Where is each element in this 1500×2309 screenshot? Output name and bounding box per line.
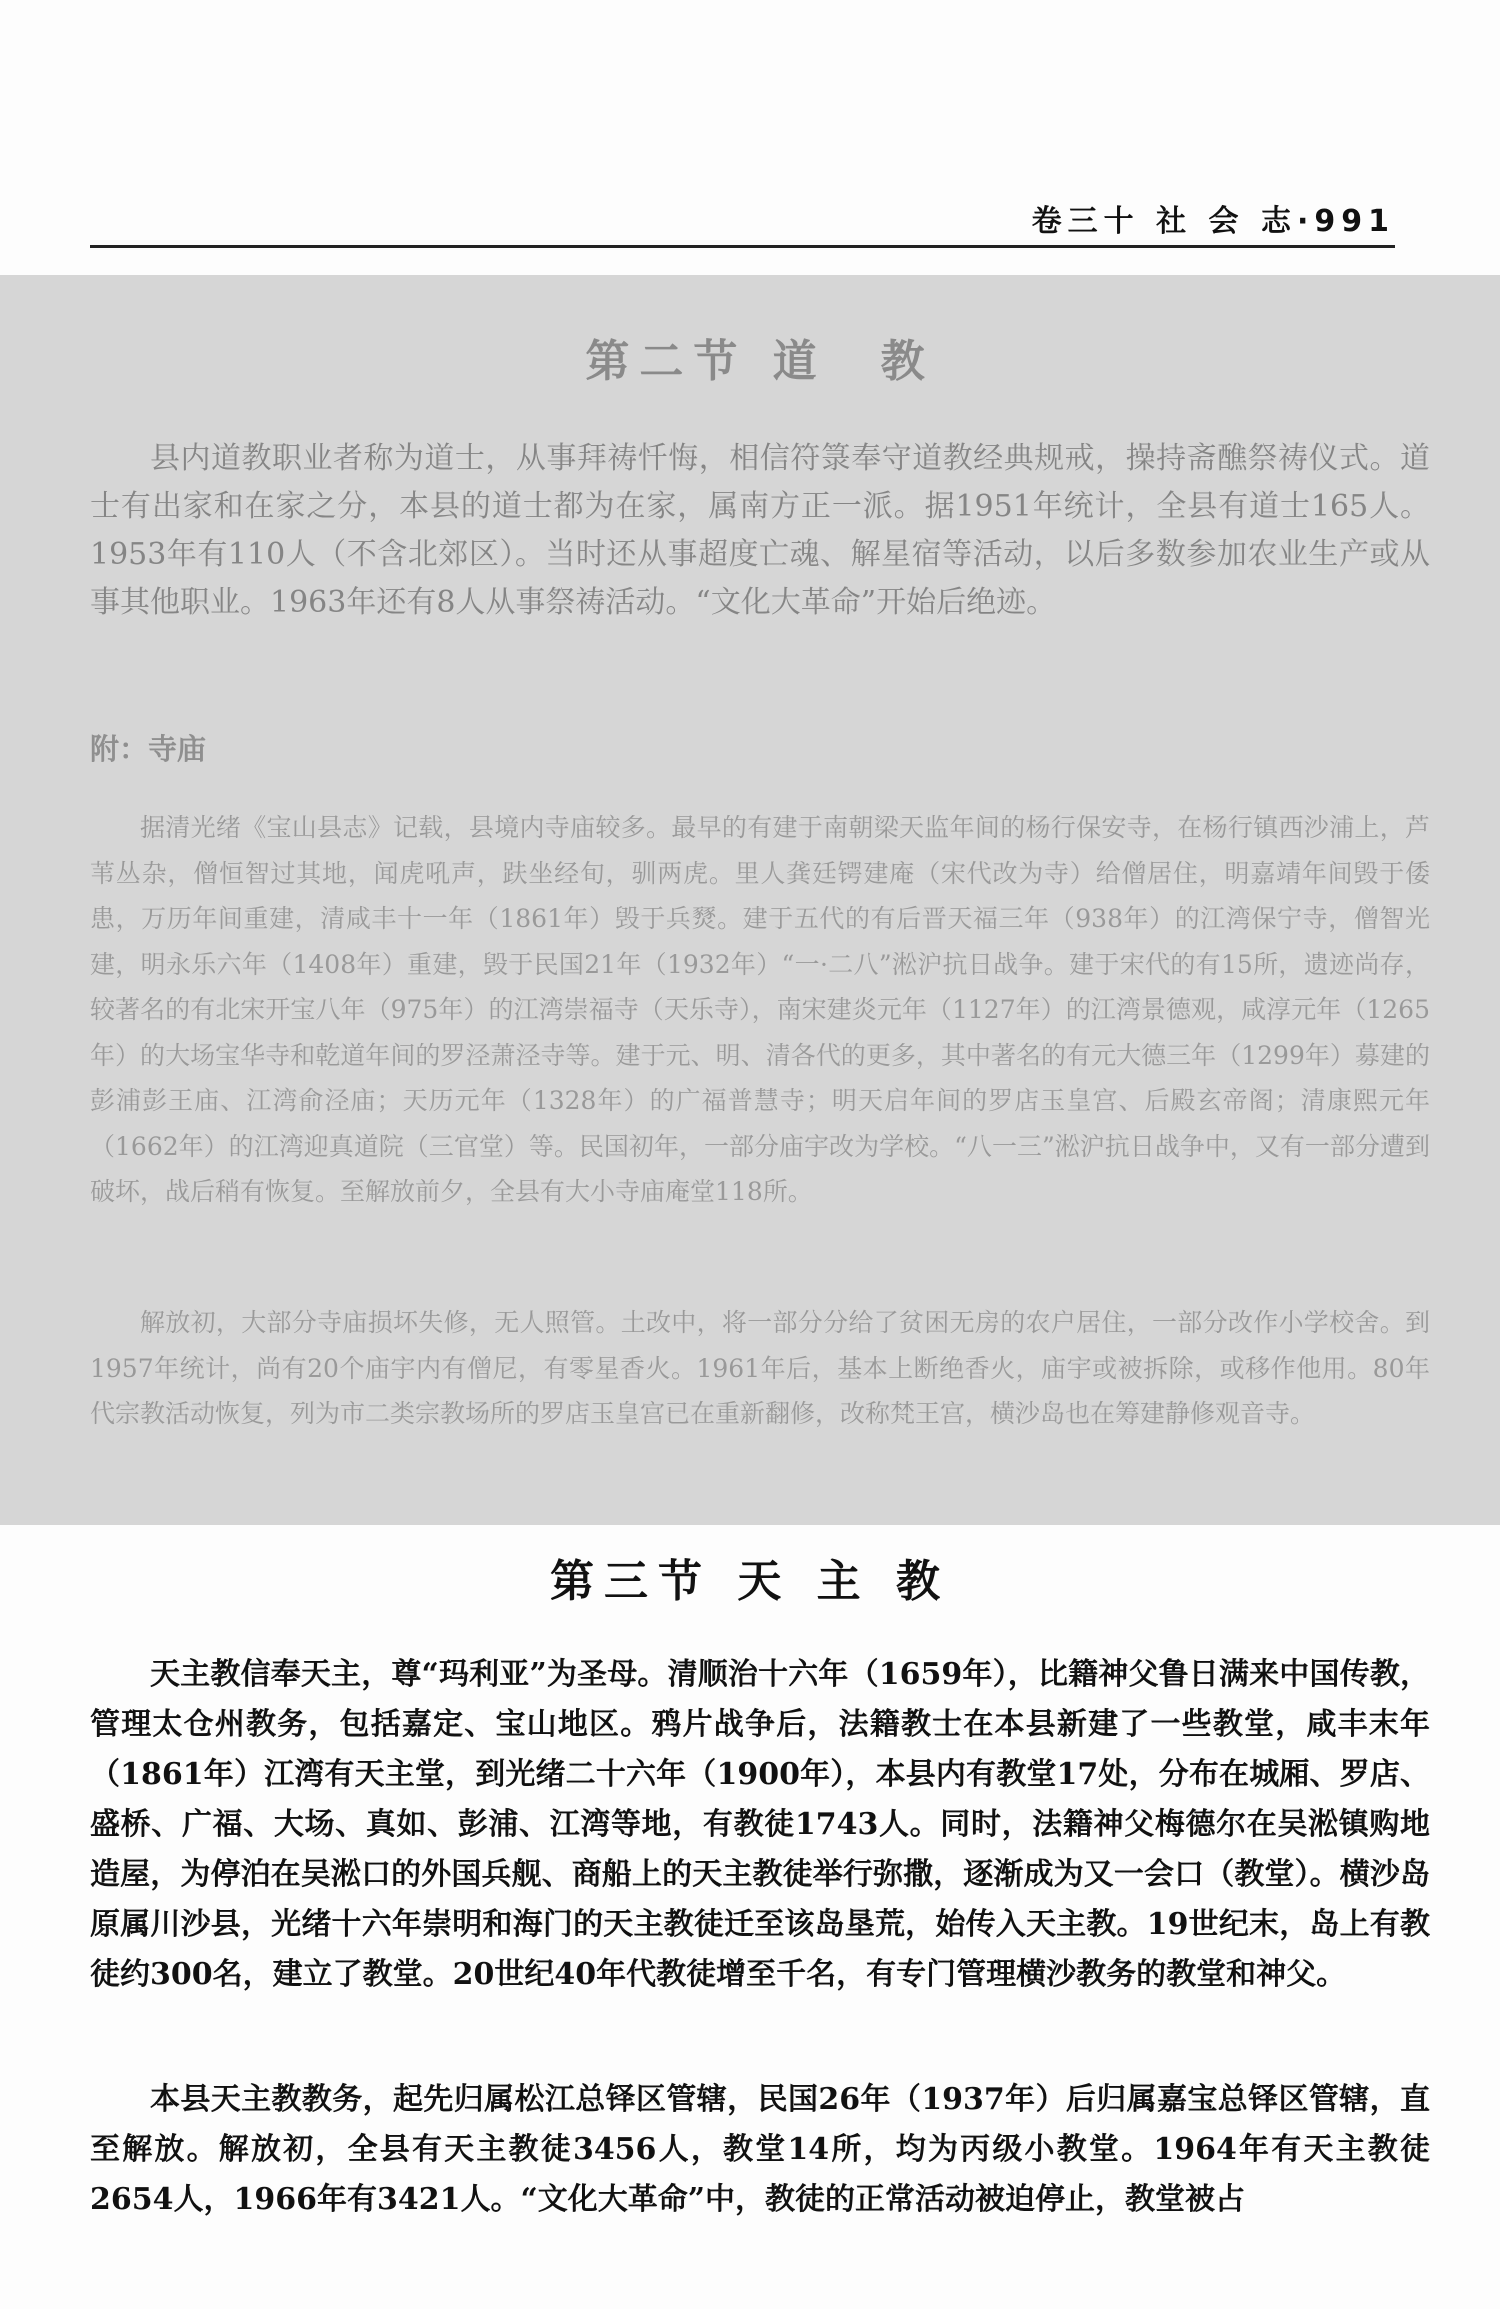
- running-title: 卷三十 社 会 志·991: [1031, 204, 1395, 239]
- temple-paragraph: 解放初，大部分寺庙损坏失修，无人照管。土改中，将一部分分给了贫困无房的农户居住，一部分改作小学校舍。到1957年统计，尚有20个庙宇内有僧尼，有零星香火。1961年后，基本上断绝香火，庙宇或被拆除，或移作他用。80年代宗教活动恢复，列为市二类宗教场所的罗店玉皇宫已在重新翻修，改称梵王宫，横沙岛也在筹建静修观音寺。: [90, 1308, 1430, 1428]
- taoism-title: 第二节 道 教: [585, 336, 935, 387]
- catholicism-paragraph: 天主教信奉天主，尊“玛利亚”为圣母。清顺治十六年（1659年），比籍神父鲁日满来中国传教，管理太仓州教务，包括嘉定、宝山地区。鸦片战争后，法籍教士在本县新建了一些教堂，咸丰末年（1861年）江湾有天主堂，到光绪二十六年（1900年），本县内有教堂17处，分布在城厢、罗店、盛桥、广福、大场、真如、彭浦、江湾等地，有教徒1743人。同时，法籍神父梅德尔在吴淞镇购地造屋，为停泊在吴淞口的外国兵舰、商船上的天主教徒举行弥撒，逐渐成为又一会口（教堂）。横沙岛原属川沙县，光绪十六年崇明和海门的天主教徒迁至该岛垦荒，始传入天主教。19世纪末，岛上有教徒约300名，建立了教堂。20世纪40年代教徒增至千名，有专门管理横沙教务的教堂和神父。: [90, 1657, 1430, 1992]
- temple-paragraph: 据清光绪《宝山县志》记载，县境内寺庙较多。最早的有建于南朝梁天监年间的杨行保安寺，在杨行镇西沙浦上，芦苇丛杂，僧恒智过其地，闻虎吼声，趺坐经旬，驯两虎。里人龚廷锷建庵（宋代改为寺）给僧居住，明嘉靖年间毁于倭患，万历年间重建，清咸丰十一年（1861年）毁于兵燹。建于五代的有后晋天福三年（938年）的江湾保宁寺，僧智光建，明永乐六年（1408年）重建，毁于民国21年（1932年）“一·二八”淞沪抗日战争。建于宋代的有15所，遗迹尚存，较著名的有北宋开宝八年（975年）的江湾崇福寺（天乐寺），南宋建炎元年（1127年）的江湾景德观，咸淳元年（1265年）的大场宝华寺和乾道年间的罗泾萧泾寺等。建于元、明、清各代的更多，其中著名的有元大德三年（1299年）募建的彭浦彭王庙、江湾俞泾庙；天历元年（1328年）的广福普慧寺；明天启年间的罗店玉皇宫、后殿玄帝阁；清康熙元年（1662年）的江湾迎真道院（三官堂）等。民国初年，一部分庙宇改为学校。“八一三”淞沪抗日战争中，又有一部分遭到破坏，战后稍有恢复。至解放前夕，全县有大小寺庙庵堂118所。: [90, 813, 1430, 1206]
- taoism-paragraph: 县内道教职业者称为道士，从事拜祷忏悔，相信符箓奉守道教经典规戒，操持斋醮祭祷仪式。道士有出家和在家之分，本县的道士都为在家，属南方正一派。据1951年统计，全县有道士165人。1953年有110人（不含北郊区）。当时还从事超度亡魂、解星宿等活动，以后多数参加农业生产或从事其他职业。1963年还有8人从事祭祷活动。“文化大革命”开始后绝迹。: [90, 441, 1430, 620]
- page-header: [90, 190, 1395, 250]
- appendix-heading: 附：寺庙: [90, 732, 207, 766]
- catholicism-title: 第三节 天 主 教: [550, 1556, 950, 1607]
- catholicism-paragraph: 本县天主教教务，起先归属松江总铎区管辖，民国26年（1937年）后归属嘉宝总铎区管辖，直至解放。解放初，全县有天主教徒3456人，教堂14所，均为丙级小教堂。1964年有天主教徒2654人，1966年有3421人。“文化大革命”中，教徒的正常活动被迫停止，教堂被占: [90, 2082, 1430, 2217]
- header-rule: [90, 245, 1395, 248]
- taoism-section: [0, 275, 1500, 1525]
